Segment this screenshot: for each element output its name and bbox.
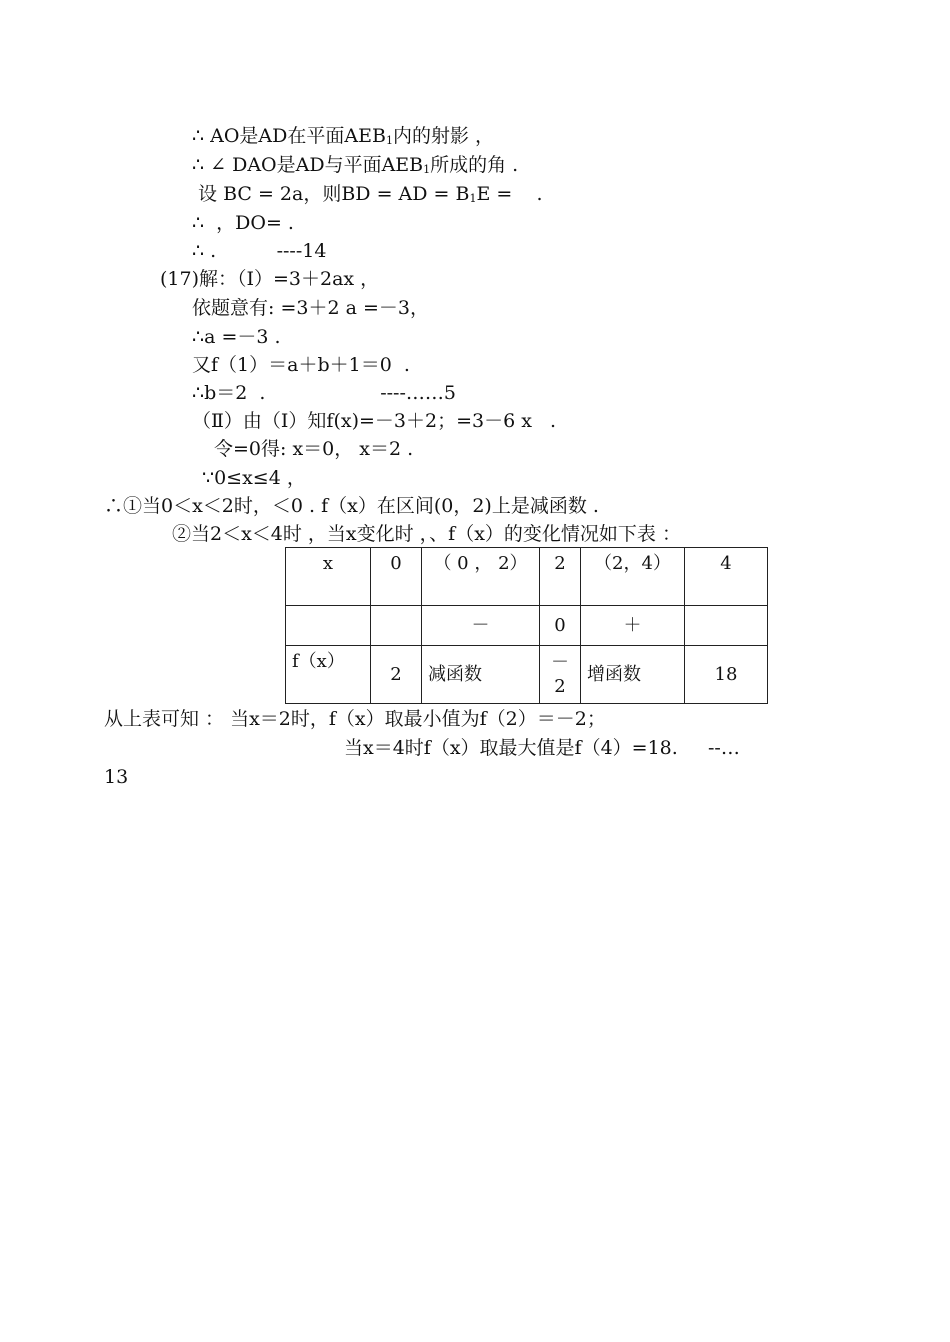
table-row [286,606,768,646]
text-line: 又f（1）＝a＋b＋1＝0 . [192,354,410,376]
text-line: 从上表可知 ： 当x＝2时，f（x）取最小值为f（2）＝－2； [104,708,606,730]
text-line: ∵0≤x≤4 ， [202,467,306,489]
table-cell: 0 [371,548,422,606]
text-line: ②当2＜x＜4时 ，当x变化时 ，、f（x）的变化情况如下表 ： [172,523,681,545]
table-cell: 18 [685,646,768,704]
text-line: ∴ AO是AD在平面$AEB_1$内的射影 ， [192,125,494,147]
variation-table [285,547,768,704]
text-line: 设 BC = 2a，则BD = AD = $B_1E$ = . [192,183,543,205]
table-cell: ＋ [581,606,685,646]
text-line: 依题意有: =3＋2 a =－3， [192,297,429,319]
page-score: 13 [104,766,129,788]
table-cell [371,606,422,646]
table-cell: －2 [540,646,581,704]
table-cell: － [422,606,540,646]
text-line: ∴ ∠ DAO是AD与平面$AEB_1$所成的角 . [192,154,519,176]
table-cell: x [286,548,371,606]
text-line: 令=0得: x＝0， x＝2 . [214,438,414,460]
table-cell [685,606,768,646]
table-cell: 增函数 [581,646,685,704]
table-cell: 2 [540,548,581,606]
text-line: ∴ . ----14 [192,240,327,262]
table-cell: f（x） [286,646,371,704]
table-cell: 4 [685,548,768,606]
text-line: ∴①当0＜x＜2时，＜0 . f（x）在区间(0，2)上是减函数 . [104,495,599,517]
table-cell: 0 [540,606,581,646]
text-line: ∴ ，DO= . [192,212,294,234]
table-cell: （2，4） [581,548,685,606]
table-row [286,548,768,606]
table-cell [286,606,371,646]
table-cell: 2 [371,646,422,704]
text-line: ∴b＝2 . ----……5 [192,382,456,404]
text-line: （Ⅱ）由（Ⅰ）知f(x)=－3＋2；=3－6 x . [192,410,557,432]
text-line: 当x＝4时f（x）取最大值是f（4）=18. --… [344,737,740,759]
problem-heading: (17)解：（Ⅰ）=3＋2ax ， [160,268,380,290]
table-cell: （ 0 ， 2） [422,548,540,606]
table-row [286,646,768,704]
text-line: ∴a =－3 . [192,326,281,348]
table-cell: 减函数 [422,646,540,704]
